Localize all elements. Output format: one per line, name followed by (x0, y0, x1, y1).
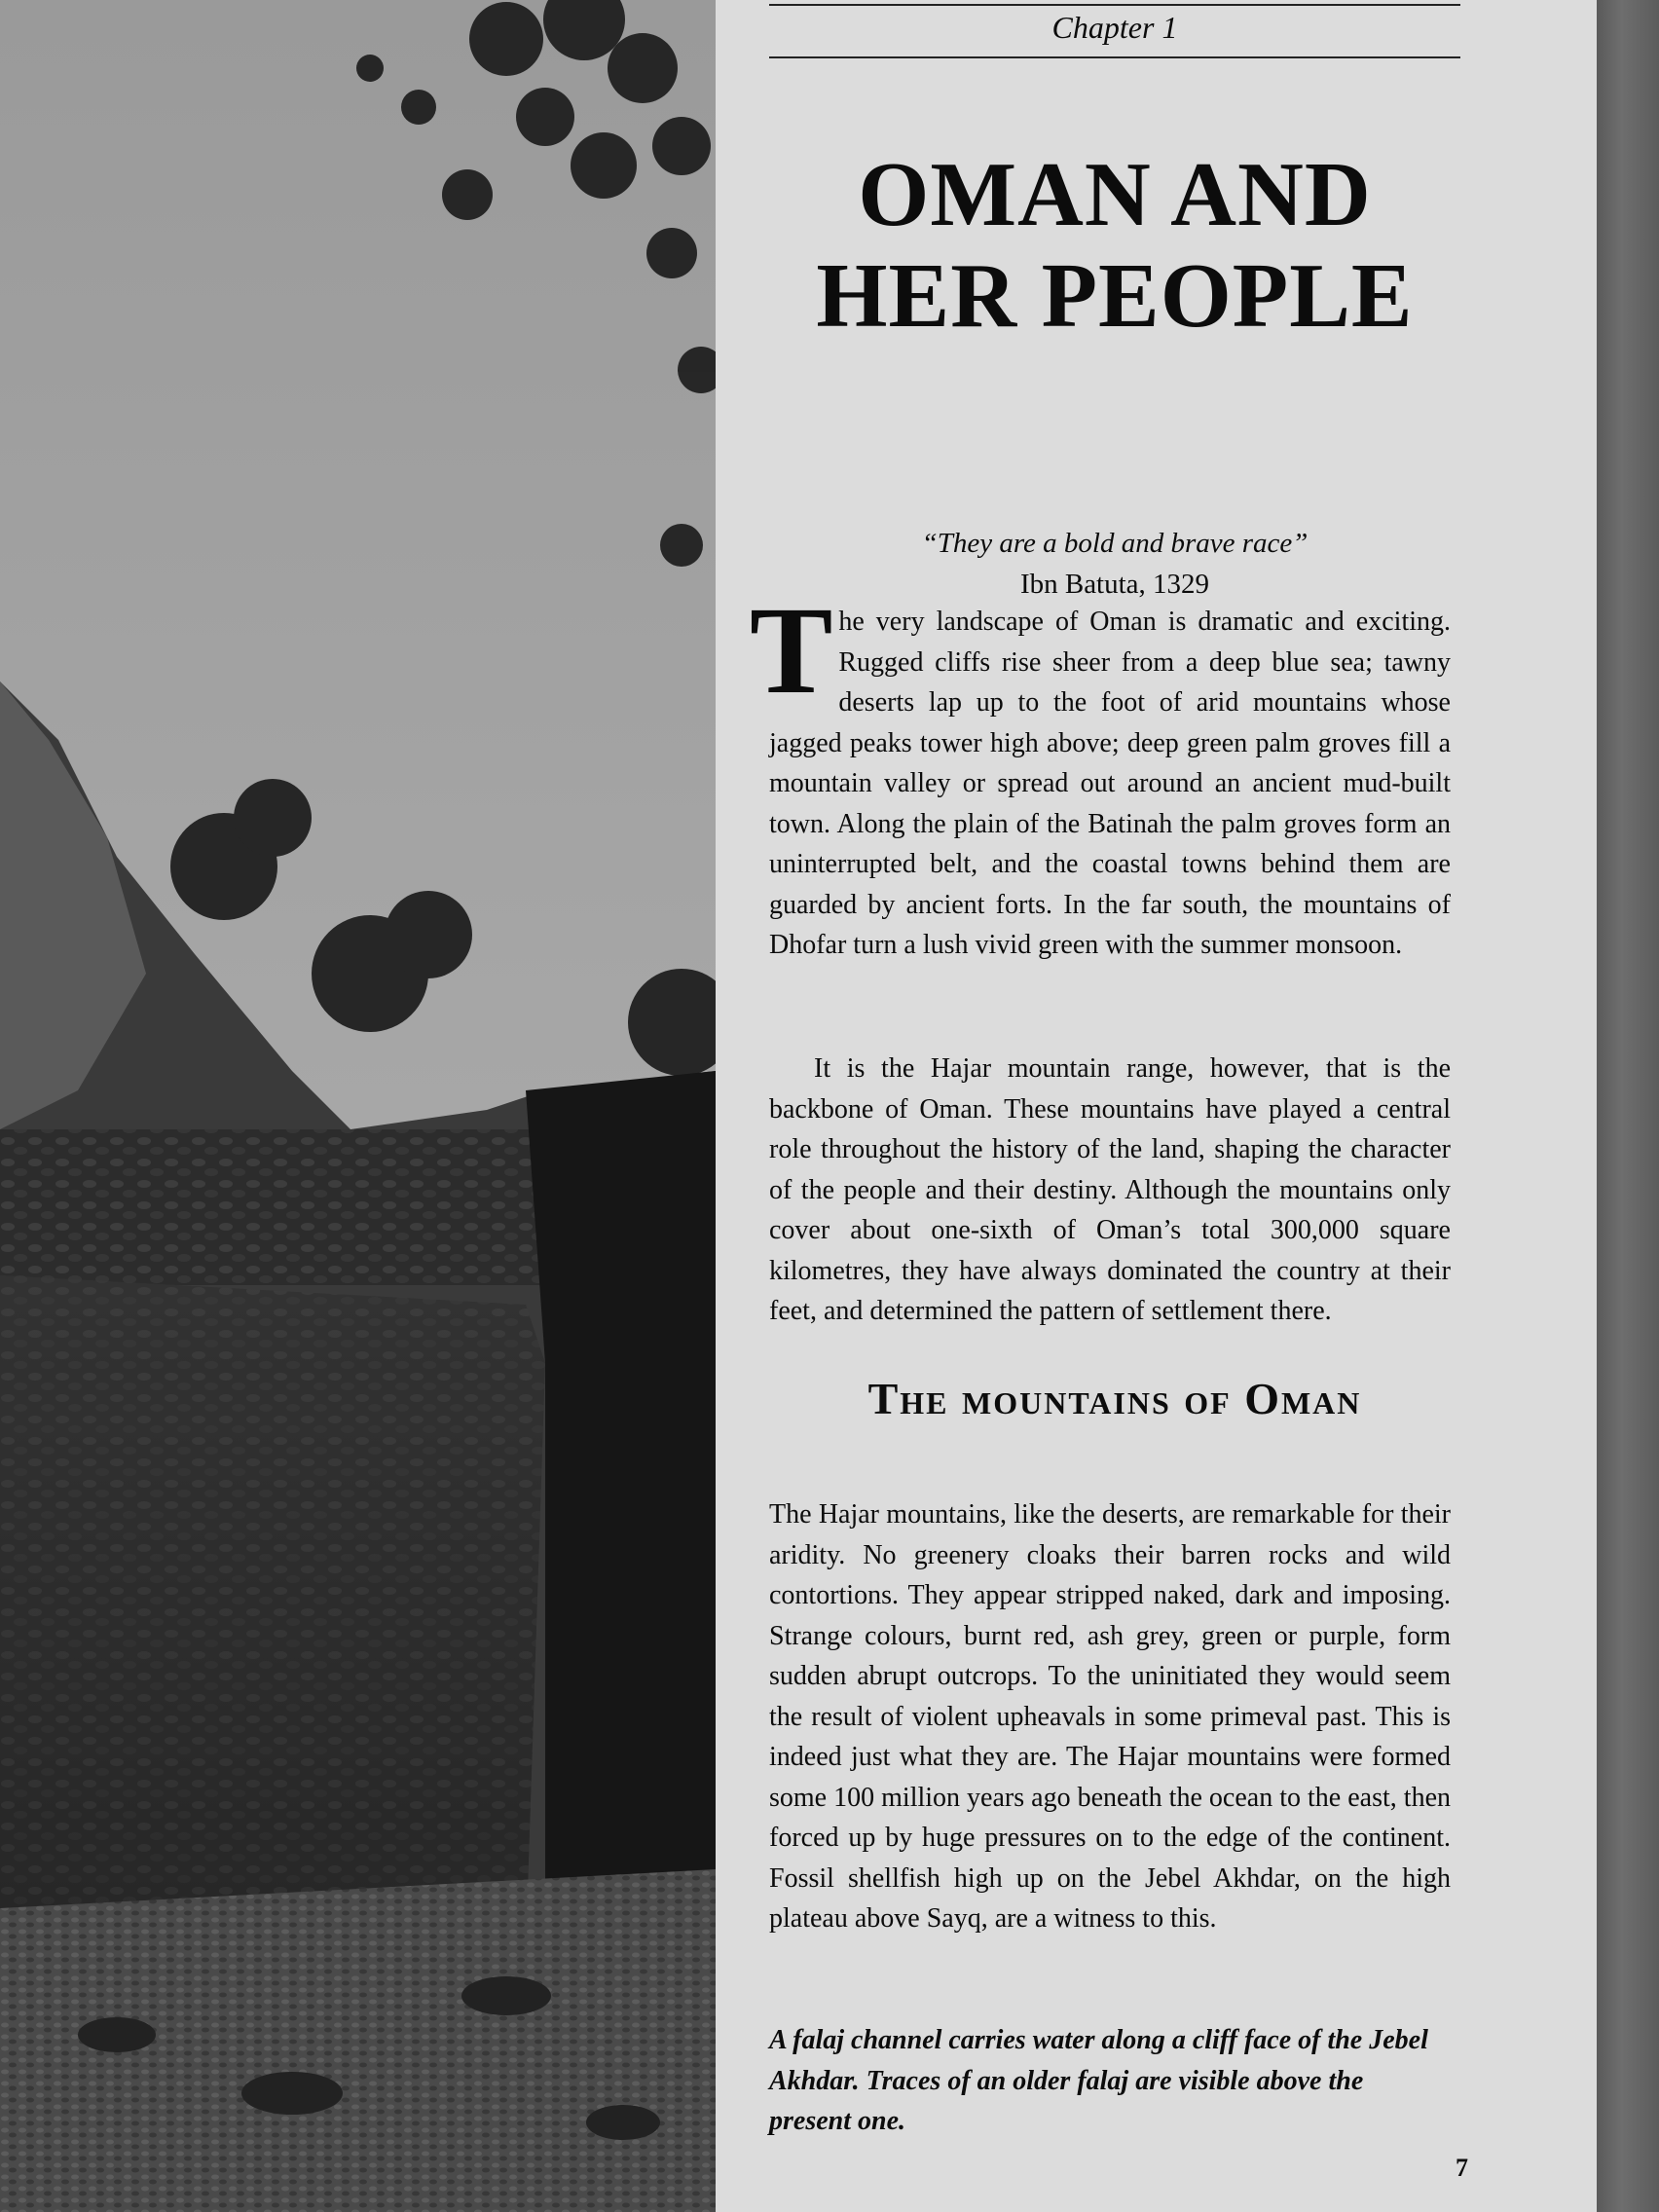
photo-caption: A falaj channel carries water along a cliff face of the Jebel Akhdar. Traces of an older falaj are visible above the present one. (769, 2025, 1428, 2136)
cliff-falaj-photo (0, 0, 716, 2212)
chapter-rule (769, 56, 1460, 58)
section-heading: The mountains of Oman (867, 1374, 1362, 1423)
book-spine-edge (1597, 0, 1659, 2212)
paragraph-1-text: he very landscape of Oman is dramatic and exciting. Rugged cliffs rise sheer from a deep blue sea; tawny deserts lap up to the foot of arid mountains whose jagged peaks tower high above; deep green palm groves fill a mountain valley or spread out around an ancient mud-built town. Along the plain of the Batinah the palm groves form an uninterrupted belt, and the coastal towns behind them are guarded by ancient forts. In the far south, the mountains of Dhofar turn a lush vivid green with the summer monsoon. (769, 607, 1451, 960)
title-line-2: HER PEOPLE (816, 245, 1414, 347)
top-rule (769, 4, 1460, 6)
page-number: 7 (1456, 2154, 1468, 2182)
page-title (735, 144, 1494, 347)
drop-cap: T (750, 581, 833, 719)
text-page (716, 0, 1597, 2212)
paragraph-3: The Hajar mountains, like the deserts, are remarkable for their aridity. No greenery cloaks their barren rocks and wild contortions. They appear stripped naked, dark and imposing. Strange colours, burnt red, ash grey, green or purple, form sudden abrupt outcrops. To the uninitiated they would seem the result of violent upheavals in some primeval past. This is indeed just what they are. The Hajar mountains were formed some 100 million years ago beneath the ocean to the east, then forced up by huge pressures on to the edge of the continent. Fossil shellfish high up on the Jebel Akhdar, on the high plateau above Sayq, are a witness to this. (769, 1499, 1451, 1934)
paragraph-2: It is the Hajar mountain range, however, that is the backbone of Oman. These mountains have played a central role throughout the history of the land, shaping the character of the people and their destiny. Although the mountains only cover about one-sixth of Oman’s total 300,000 square kilometres, they have always dominated the country at their feet, and determined the pattern of settlement there. (769, 1053, 1451, 1326)
photo-illustration (0, 0, 716, 2212)
chapter-label: Chapter 1 (1051, 10, 1178, 45)
epigraph-attribution: Ibn Batuta, 1329 (1019, 569, 1210, 600)
epigraph-quote: “They are a bold and brave race” (921, 528, 1309, 559)
title-line-1: OMAN AND (858, 144, 1372, 245)
epigraph (769, 523, 1460, 605)
